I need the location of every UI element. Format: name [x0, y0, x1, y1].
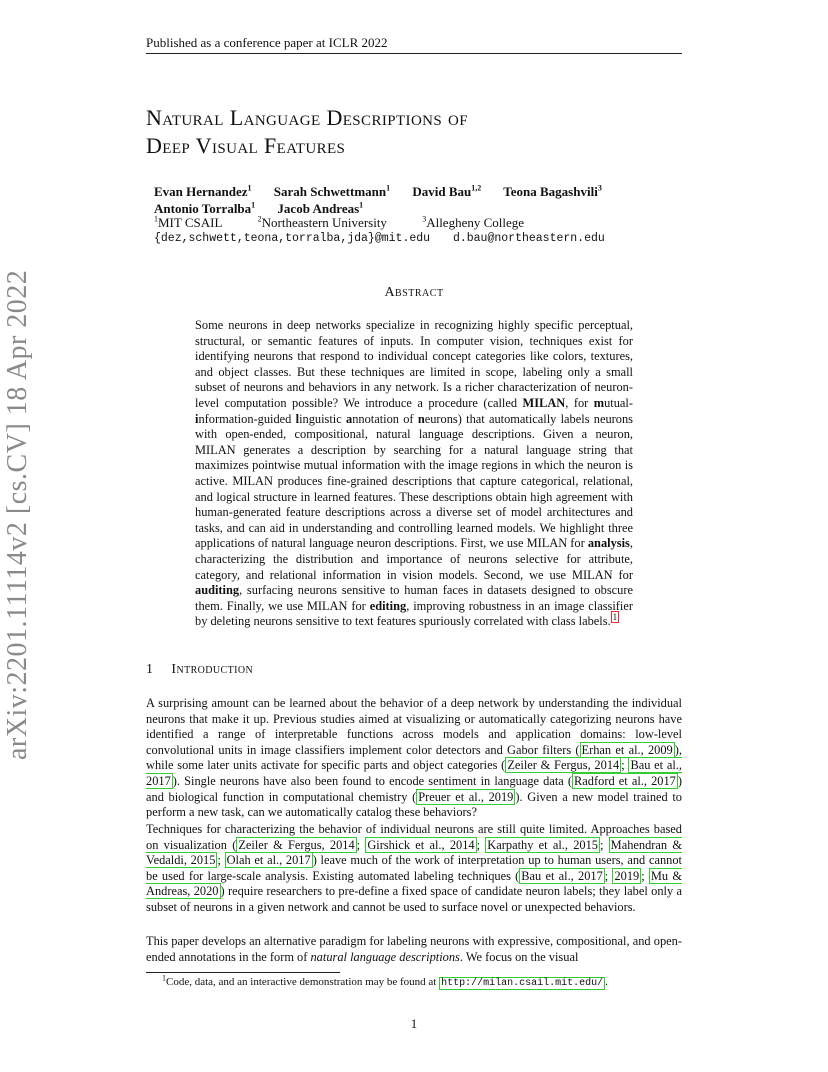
header-rule: [146, 53, 682, 54]
citation-link[interactable]: 2019: [614, 868, 640, 883]
auditing-keyword: auditing: [195, 583, 240, 598]
abstract-heading: Abstract: [384, 285, 444, 300]
milan-term: MILAN: [522, 395, 566, 410]
citation-link[interactable]: Zeiler & Fergus, 2014: [507, 758, 620, 773]
milan-term: MILAN: [571, 567, 613, 582]
author: Sarah Schwettmann$^1$: [273, 183, 391, 199]
citation-link[interactable]: Mahendran & Vedaldi, 2015: [146, 837, 682, 868]
affiliation: $^3$Allegheny College: [422, 214, 525, 230]
abstract-body: Some neurons in deep networks specialize in recognizing highly specific perceptual, structural, or semantic features of inputs. In computer vision, techniques exist for identifying neurons that respond to individual concept categories like colors, textures, and object classes. But these techniques are limited in scope, labeling only a small subset of neurons and behaviors in any network. Is a richer characterization of neuron-level computation possible? We introduce a procedure (called MILAN, for mutual-information-guided linguistic annotation of neurons) that automatically labels neurons with open-ended, compositional, natural language descriptions. Given a neuron, MILAN generates a description by searching for a natural language string that maximizes pointwise mutual information with the image regions in which the neuron is active. MILAN produces fine-grained descriptions that capture categorical, relational, and logical structure in learned features. These descriptions obtain high agreement with human-generated feature descriptions across a diverse set of model architectures and tasks, and can aid in understanding and controlling learned models. We highlight three applications of natural language neuron descriptions. First, we use MILAN for analysis, characterizing the distribution and importance of neurons selective for attribute, category, and relational information in vision models. Second, we use MILAN for auditing, surfacing neurons sensitive to human faces in datasets designed to obscure them. Finally, we use MILAN for editing, improving robustness in an image classifier by deleting neurons sensitive to text features spuriously correlated with class labels. $^1$: [195, 318, 633, 629]
citation-link[interactable]: Bau et al., 2017: [521, 868, 603, 883]
author: Teona Bagashvili$^3$: [503, 183, 602, 199]
citation-link[interactable]: Girshick et al., 2014: [367, 837, 475, 852]
author-emails: [154, 232, 621, 245]
footnote-link[interactable]: 1: [612, 612, 618, 623]
editing-keyword: editing: [369, 598, 407, 613]
page-number: 1: [410, 1016, 418, 1031]
milan-term: MILAN: [195, 442, 236, 457]
author: Antonio Torralba$^1$: [154, 200, 256, 216]
citation-link[interactable]: Preuer et al., 2019: [418, 789, 514, 804]
running-header: Published as a conference paper at ICLR 2022: [146, 35, 388, 50]
intro-paragraph-3: This paper develops an alternative paradigm for labeling neurons with expressive, compositional, and open-ended annotations in the form of natural language descriptions. We focus on the visual: [146, 934, 682, 964]
title-line-2: Deep Visual Features: [146, 133, 346, 158]
author: Evan Hernandez$^1$: [154, 183, 252, 199]
citation-link[interactable]: Karpathy et al., 2015: [487, 837, 598, 852]
citation-link[interactable]: Radford et al., 2017: [574, 773, 676, 788]
analysis-keyword: analysis: [587, 536, 630, 551]
project-url-link[interactable]: http://milan.csail.mit.edu/: [441, 978, 604, 989]
author-list: [154, 183, 621, 217]
affiliation: $^1$MIT CSAIL: [154, 214, 223, 230]
affiliations: [154, 215, 556, 231]
citation-link[interactable]: Olah et al., 2017: [226, 853, 311, 868]
milan-term: MILAN: [306, 598, 348, 613]
intro-paragraph-2: Techniques for characterizing the behavior of individual neurons are still quite limited. Approaches based on visualization ( Zeiler & Fergus, 2014 ; Girshick et al., 2014 ; Karpathy et al., 2015 ; Mahendran & Vedaldi, 2015 ; Olah et al., 2017 ) leave much of the work of interpretation up to human users, and cannot be used for large-scale analysis. Existing automated labeling techniques ( Bau et al., 2017 ; 2019 ; Mu & Andreas, 2020 ) require researchers to pre-define a fixed space of candidate neuron labels; they label only a subset of neurons in a given network and cannot be used to surface novel or unexpected behaviors.: [146, 822, 682, 914]
footnote: $^1$Code, data, and an interactive demonstration may be found at http://milan.csail.mit.edu/ .: [162, 973, 608, 989]
author: David Bau$^{1,2}$: [412, 183, 482, 199]
section-heading: 1 Introduction: [146, 662, 254, 677]
email: {dez,schwett,teona,torralba,jda}@mit.edu: [154, 232, 431, 245]
title-line-1: Natural Language Descriptions of: [146, 105, 469, 130]
arxiv-identifier: arXiv:2201.11114v2 [cs.CV] 18 Apr 2022: [2, 269, 33, 760]
emphasis: natural language descriptions: [310, 949, 460, 964]
footnote-rule: [146, 972, 340, 973]
email: d.bau@northeastern.edu: [452, 232, 605, 245]
citation-link[interactable]: Bau et al., 2017: [146, 758, 683, 788]
milan-term: MILAN: [232, 473, 273, 488]
citation-link[interactable]: Zeiler & Fergus, 2014: [238, 837, 355, 852]
paper-title: [146, 104, 468, 160]
author: Jacob Andreas$^1$: [277, 200, 364, 216]
author-row-1: [154, 183, 621, 200]
milan-term: MILAN: [526, 536, 568, 551]
citation-link[interactable]: Mu & Andreas, 2020: [146, 868, 682, 899]
affiliation: $^2$Northeastern University: [257, 214, 387, 230]
citation-link[interactable]: Erhan et al., 2009: [581, 742, 673, 757]
intro-paragraph-1: A surprising amount can be learned about the behavior of a deep network by understanding the individual neurons that make it up. Previous studies aimed at visualizing or automatically categorizing neurons have identified a range of interpretable functions across models and application domains: low-level convolutional units in image classifiers implement color detectors and Gabor filters ( Erhan et al., 2009 ), while some later units activate for specific parts and object categories ( Zeiler & Fergus, 2014 ; Bau et al., 2017 ). Single neurons have also been found to encode sentiment in language data ( Radford et al., 2017 ) and biological function in computational chemistry ( Preuer et al., 2019 ). Given a new model trained to perform a new task, can we automatically catalog these behaviors?: [146, 696, 683, 820]
